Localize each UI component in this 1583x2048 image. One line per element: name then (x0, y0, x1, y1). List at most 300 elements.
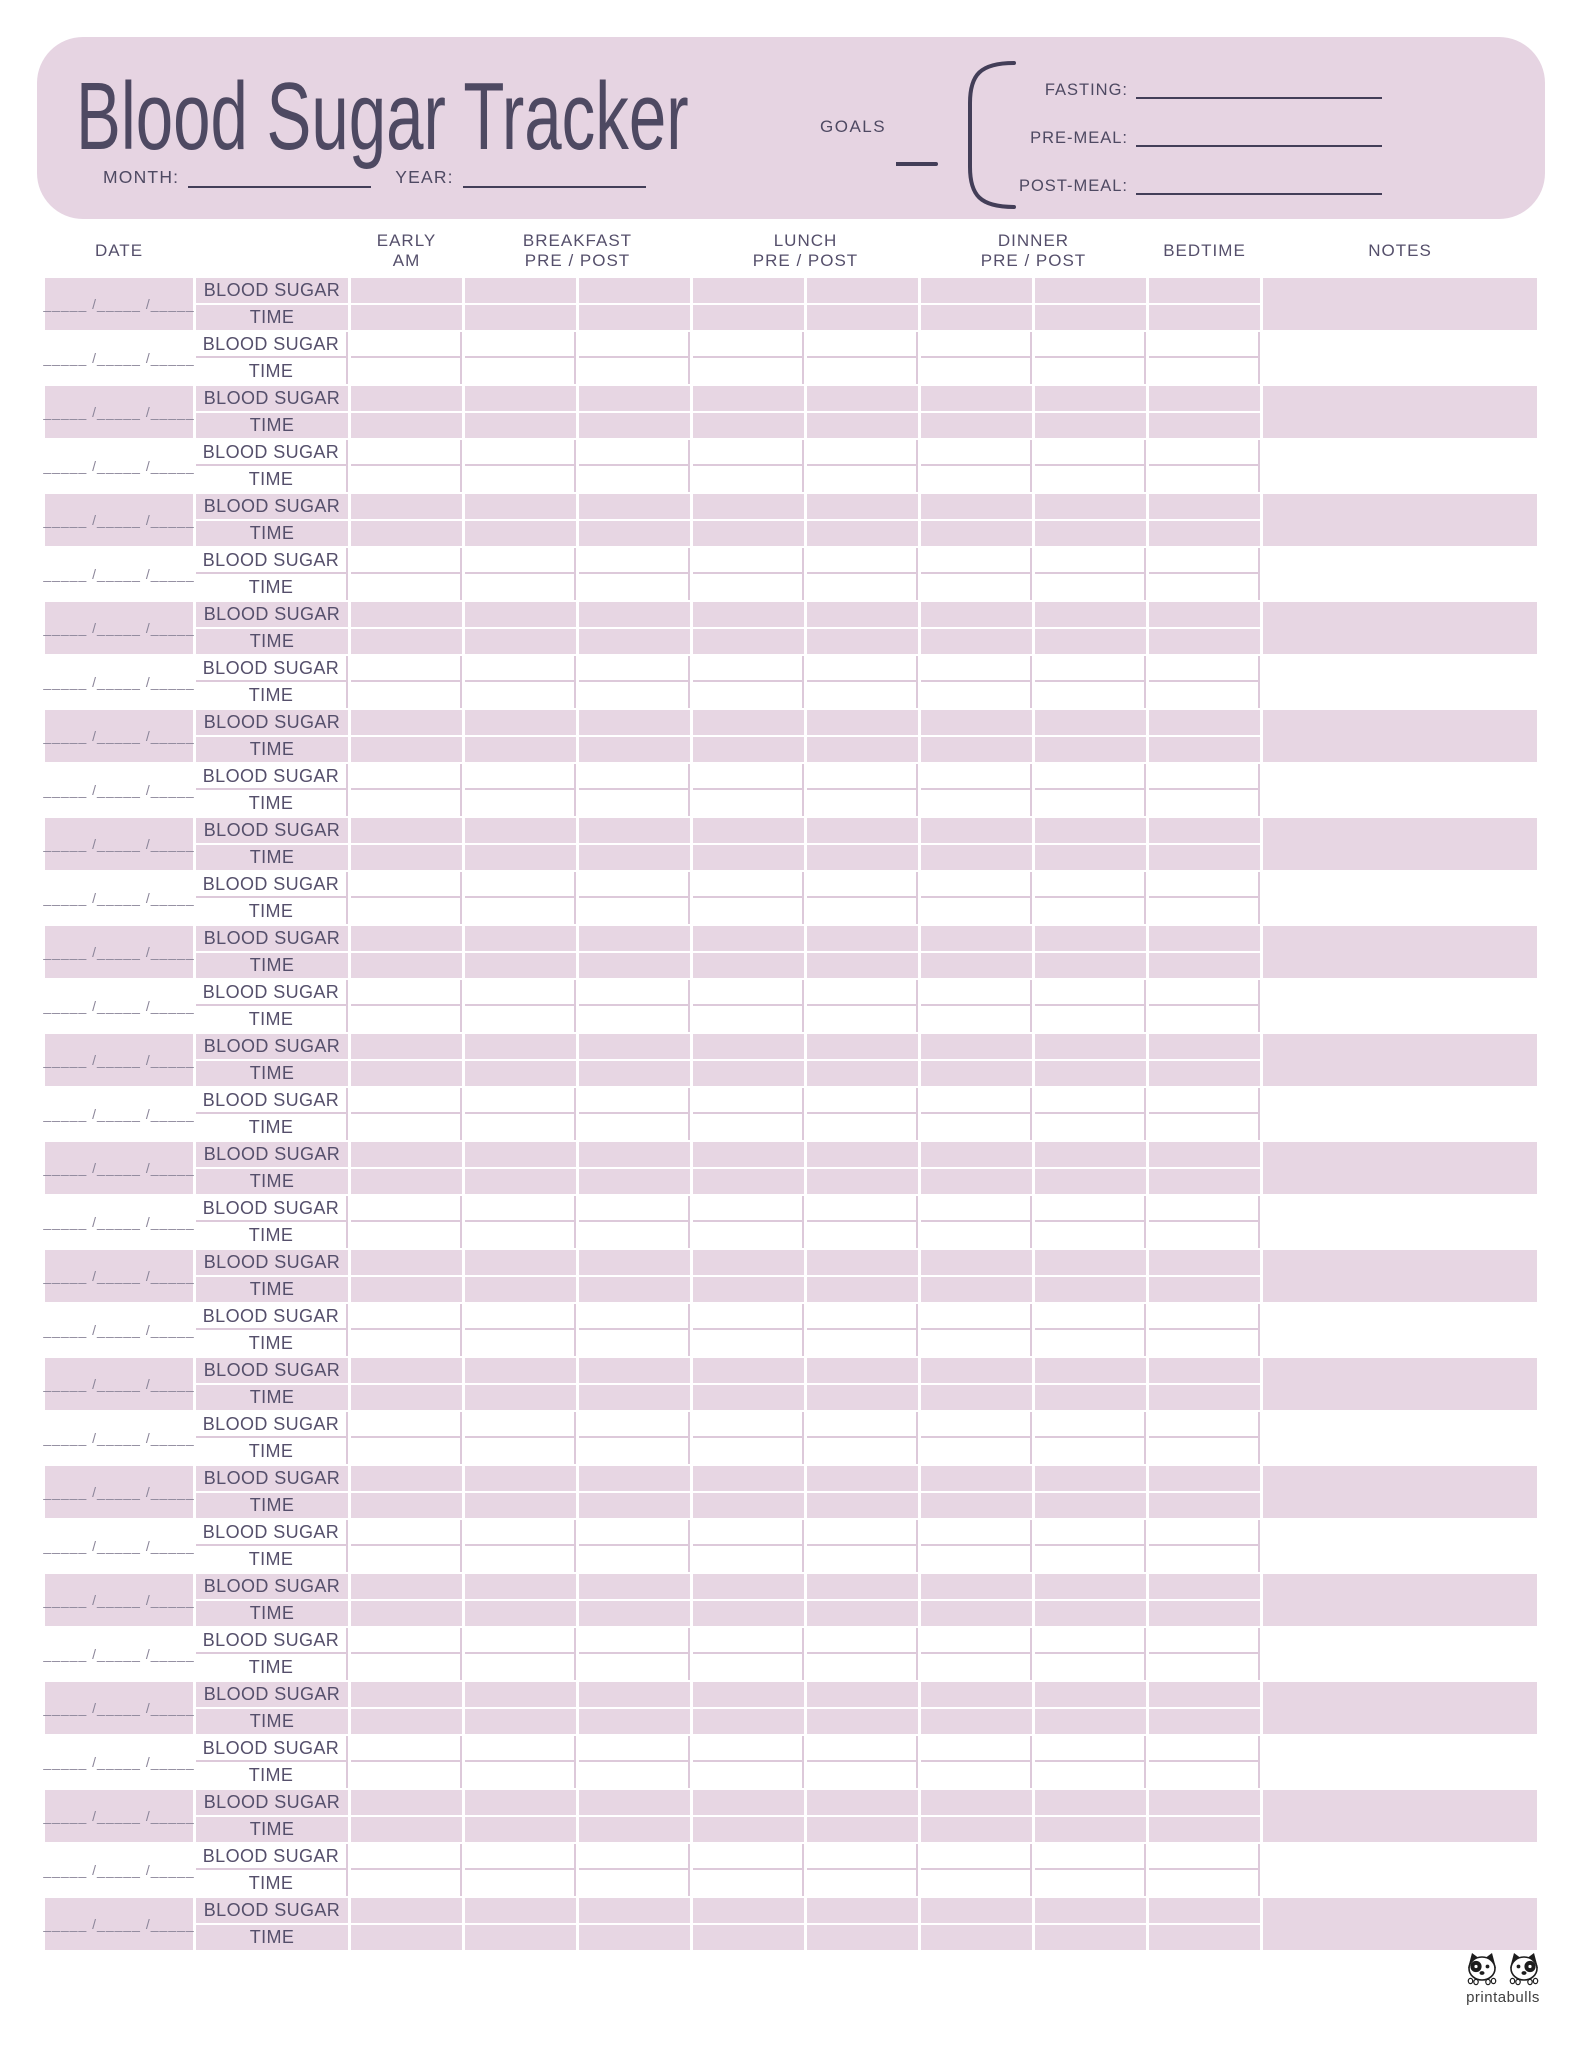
entry-cell (807, 1574, 918, 1599)
entry-cell (693, 1169, 804, 1194)
entry-cell (351, 1061, 462, 1086)
day-group (45, 1142, 1537, 1194)
day-group (45, 548, 1537, 600)
entry-cell (1035, 278, 1146, 303)
entry-cell (807, 1546, 918, 1572)
entry-cell (921, 1682, 1032, 1707)
entry-cell (693, 1601, 804, 1626)
entry-cell (921, 980, 1032, 1006)
entry-cell (921, 1709, 1032, 1734)
blood-sugar-row-label: BLOOD SUGAR (196, 602, 348, 627)
day-group (45, 980, 1537, 1032)
entry-cell (693, 1330, 804, 1356)
entry-cell (1035, 1654, 1146, 1680)
entry-cell (921, 574, 1032, 600)
date-blank-line: _____ /_____ /_____ (43, 1214, 195, 1230)
entry-cell (921, 602, 1032, 627)
time-row-label: TIME (196, 1438, 348, 1464)
entry-cell (351, 466, 462, 492)
entry-cell (921, 790, 1032, 816)
time-row-label: TIME (196, 1006, 348, 1032)
blood-sugar-row-label: BLOOD SUGAR (196, 656, 348, 682)
entry-cell (693, 926, 804, 951)
entry-cell (1149, 1601, 1260, 1626)
blood-sugar-row-label: BLOOD SUGAR (196, 440, 348, 466)
entry-cell (351, 278, 462, 303)
notes-cell (1263, 1628, 1537, 1680)
notes-cell (1263, 872, 1537, 924)
date-cell (45, 1142, 193, 1194)
entry-cell (693, 1196, 804, 1222)
entry-cell (807, 386, 918, 411)
time-row-label: TIME (196, 1870, 348, 1896)
entry-cell (1149, 1412, 1260, 1438)
entry-cell (465, 1709, 576, 1734)
entry-cell (693, 494, 804, 519)
entry-cell (1149, 845, 1260, 870)
column-header-early-am (351, 226, 462, 276)
entry-cell (693, 953, 804, 978)
entry-cell (693, 1385, 804, 1410)
entry-cell (1149, 521, 1260, 546)
entry-cell (1149, 1438, 1260, 1464)
day-group (45, 1736, 1537, 1788)
entry-cell (465, 413, 576, 438)
entry-cell (465, 1034, 576, 1059)
entry-cell (465, 386, 576, 411)
entry-cell (579, 1250, 690, 1275)
blood-sugar-row-label: BLOOD SUGAR (196, 1898, 348, 1923)
entry-cell (1149, 737, 1260, 762)
entry-cell (351, 764, 462, 790)
entry-cell (465, 818, 576, 843)
date-cell (45, 494, 193, 546)
entry-cell (351, 440, 462, 466)
notes-cell (1263, 548, 1537, 600)
entry-cell (921, 1142, 1032, 1167)
date-blank-line: _____ /_____ /_____ (43, 566, 195, 582)
entry-cell (1149, 1088, 1260, 1114)
date-blank-line: _____ /_____ /_____ (43, 1430, 195, 1446)
entry-cell (1035, 1546, 1146, 1572)
entry-cell (1035, 1790, 1146, 1815)
entry-cell (465, 953, 576, 978)
entry-cell (579, 602, 690, 627)
entry-cell (579, 656, 690, 682)
notes-cell (1263, 926, 1537, 978)
entry-cell (579, 1790, 690, 1815)
entry-cell (693, 1412, 804, 1438)
entry-cell (693, 548, 804, 574)
entry-cell (465, 790, 576, 816)
entry-cell (579, 466, 690, 492)
post-meal-label: POST-MEAL: (1018, 177, 1128, 195)
entry-cell (921, 332, 1032, 358)
time-row-label: TIME (196, 1709, 348, 1734)
entry-cell (693, 1222, 804, 1248)
entry-cell (351, 1142, 462, 1167)
entry-cell (807, 358, 918, 384)
entry-cell (1149, 1358, 1260, 1383)
entry-cell (1035, 1142, 1146, 1167)
entry-cell (351, 1817, 462, 1842)
date-blank-line: _____ /_____ /_____ (43, 1268, 195, 1284)
time-row-label: TIME (196, 1493, 348, 1518)
notes-cell (1263, 1196, 1537, 1248)
entry-cell (921, 845, 1032, 870)
entry-cell (351, 1601, 462, 1626)
entry-cell (465, 1169, 576, 1194)
column-header-notes (1263, 226, 1537, 276)
entry-cell (351, 926, 462, 951)
date-blank-line: _____ /_____ /_____ (43, 458, 195, 474)
date-cell (45, 710, 193, 762)
entry-cell (465, 1574, 576, 1599)
date-blank-line: _____ /_____ /_____ (43, 1538, 195, 1554)
entry-cell (1149, 358, 1260, 384)
entry-cell (1035, 1898, 1146, 1923)
entry-cell (693, 413, 804, 438)
entry-cell (465, 926, 576, 951)
entry-cell (465, 1142, 576, 1167)
entry-cell (1035, 358, 1146, 384)
post-meal-blank-field (1136, 177, 1382, 195)
entry-cell (807, 1114, 918, 1140)
time-row-label: TIME (196, 1114, 348, 1140)
entry-cell (921, 1925, 1032, 1950)
entry-cell (579, 1601, 690, 1626)
day-group (45, 602, 1537, 654)
day-group (45, 1574, 1537, 1626)
entry-cell (351, 1438, 462, 1464)
entry-cell (807, 980, 918, 1006)
column-header-dinner (921, 226, 1146, 276)
entry-cell (1035, 1088, 1146, 1114)
entry-cell (693, 574, 804, 600)
date-blank-line: _____ /_____ /_____ (43, 1808, 195, 1824)
entry-cell (921, 898, 1032, 924)
entry-cell (465, 1304, 576, 1330)
table-header-row (45, 226, 1537, 276)
entry-cell (579, 1169, 690, 1194)
entry-cell (579, 790, 690, 816)
entry-cell (351, 1222, 462, 1248)
entry-cell (807, 790, 918, 816)
entry-cell (579, 548, 690, 574)
entry-cell (693, 656, 804, 682)
entry-cell (1035, 1817, 1146, 1842)
entry-cell (1035, 1006, 1146, 1032)
entry-cell (351, 494, 462, 519)
entry-cell (579, 1709, 690, 1734)
entry-cell (807, 845, 918, 870)
entry-cell (1035, 1250, 1146, 1275)
entry-cell (807, 1709, 918, 1734)
date-cell (45, 1736, 193, 1788)
entry-cell (1035, 1412, 1146, 1438)
entry-cell (807, 1358, 918, 1383)
day-group (45, 1412, 1537, 1464)
entry-cell (807, 1061, 918, 1086)
entry-cell (351, 790, 462, 816)
entry-cell (351, 1304, 462, 1330)
date-blank-line: _____ /_____ /_____ (43, 620, 195, 636)
time-row-label: TIME (196, 1385, 348, 1410)
entry-cell (807, 898, 918, 924)
blood-sugar-row-label: BLOOD SUGAR (196, 494, 348, 519)
notes-cell (1263, 818, 1537, 870)
entry-cell (1149, 1169, 1260, 1194)
entry-cell (465, 332, 576, 358)
date-cell (45, 278, 193, 330)
entry-cell (807, 656, 918, 682)
entry-cell (921, 682, 1032, 708)
entry-cell (579, 1034, 690, 1059)
entry-cell (1149, 1196, 1260, 1222)
entry-cell (351, 1736, 462, 1762)
entry-cell (1149, 1034, 1260, 1059)
blood-sugar-row-label: BLOOD SUGAR (196, 1574, 348, 1599)
column-header-breakfast-line1: BREAKFAST (522, 231, 633, 250)
notes-cell (1263, 1844, 1537, 1896)
entry-cell (351, 1654, 462, 1680)
entry-cell (693, 1304, 804, 1330)
entry-cell (1035, 1925, 1146, 1950)
time-row-label: TIME (196, 1330, 348, 1356)
entry-cell (693, 1654, 804, 1680)
entry-cell (1149, 1709, 1260, 1734)
entry-cell (807, 548, 918, 574)
date-blank-line: _____ /_____ /_____ (43, 512, 195, 528)
blood-sugar-row-label: BLOOD SUGAR (196, 1736, 348, 1762)
day-group (45, 1034, 1537, 1086)
day-group (45, 872, 1537, 924)
entry-cell (807, 1196, 918, 1222)
entry-cell (465, 1817, 576, 1842)
time-row-label: TIME (196, 629, 348, 654)
date-blank-line: _____ /_____ /_____ (43, 1862, 195, 1878)
entry-cell (579, 305, 690, 330)
entry-cell (693, 1250, 804, 1275)
entry-cell (807, 1682, 918, 1707)
entry-cell (1149, 1250, 1260, 1275)
entry-cell (351, 1628, 462, 1654)
entry-cell (579, 980, 690, 1006)
entry-cell (1035, 332, 1146, 358)
entry-cell (1149, 386, 1260, 411)
entry-cell (579, 1682, 690, 1707)
entry-cell (693, 1466, 804, 1491)
notes-cell (1263, 1898, 1537, 1950)
entry-cell (1035, 872, 1146, 898)
entry-cell (1035, 1385, 1146, 1410)
entry-cell (1035, 574, 1146, 600)
date-cell (45, 386, 193, 438)
entry-cell (1035, 710, 1146, 735)
entry-cell (1149, 1006, 1260, 1032)
entry-cell (1149, 1546, 1260, 1572)
date-blank-line: _____ /_____ /_____ (43, 1106, 195, 1122)
entry-cell (465, 1870, 576, 1896)
entry-cell (351, 1034, 462, 1059)
entry-cell (693, 710, 804, 735)
entry-cell (693, 1088, 804, 1114)
entry-cell (579, 1898, 690, 1923)
entry-cell (693, 1574, 804, 1599)
entry-cell (579, 1142, 690, 1167)
column-header-lunch (693, 226, 918, 276)
entry-cell (921, 1061, 1032, 1086)
entry-cell (693, 278, 804, 303)
time-row-label: TIME (196, 1762, 348, 1788)
entry-cell (1149, 682, 1260, 708)
entry-cell (921, 1412, 1032, 1438)
entry-cell (1035, 1601, 1146, 1626)
entry-cell (921, 413, 1032, 438)
entry-cell (465, 1762, 576, 1788)
entry-cell (693, 737, 804, 762)
goals-label: GOALS (820, 117, 887, 136)
blood-sugar-row-label: BLOOD SUGAR (196, 1034, 348, 1059)
entry-cell (465, 1736, 576, 1762)
entry-cell (465, 980, 576, 1006)
entry-cell (465, 1114, 576, 1140)
entry-cell (807, 926, 918, 951)
entry-cell (1035, 1169, 1146, 1194)
month-label: MONTH: (103, 167, 180, 187)
entry-cell (351, 602, 462, 627)
entry-cell (807, 1898, 918, 1923)
blood-sugar-row-label: BLOOD SUGAR (196, 332, 348, 358)
entry-cell (465, 305, 576, 330)
column-header-bedtime-line1: BEDTIME (1163, 241, 1246, 260)
date-blank-line: _____ /_____ /_____ (43, 1592, 195, 1608)
blood-sugar-row-label: BLOOD SUGAR (196, 1412, 348, 1438)
entry-cell (351, 953, 462, 978)
entry-cell (1035, 386, 1146, 411)
entry-cell (1149, 1061, 1260, 1086)
day-group (45, 710, 1537, 762)
notes-cell (1263, 1412, 1537, 1464)
entry-cell (465, 898, 576, 924)
notes-cell (1263, 1358, 1537, 1410)
notes-cell (1263, 1790, 1537, 1842)
entry-cell (579, 1493, 690, 1518)
entry-cell (921, 818, 1032, 843)
entry-cell (693, 682, 804, 708)
entry-cell (1035, 1574, 1146, 1599)
entry-cell (807, 305, 918, 330)
entry-cell (579, 1385, 690, 1410)
entry-cell (807, 332, 918, 358)
time-row-label: TIME (196, 898, 348, 924)
entry-cell (921, 1330, 1032, 1356)
entry-cell (1149, 710, 1260, 735)
entry-cell (921, 1898, 1032, 1923)
blood-sugar-row-label: BLOOD SUGAR (196, 926, 348, 951)
time-row-label: TIME (196, 305, 348, 330)
entry-cell (693, 1736, 804, 1762)
entry-cell (351, 898, 462, 924)
entry-cell (465, 1061, 576, 1086)
date-blank-line: _____ /_____ /_____ (43, 404, 195, 420)
entry-cell (921, 1250, 1032, 1275)
entry-cell (807, 1142, 918, 1167)
entry-cell (1035, 1762, 1146, 1788)
entry-cell (1035, 440, 1146, 466)
entry-cell (351, 1277, 462, 1302)
entry-cell (693, 1142, 804, 1167)
entry-cell (693, 440, 804, 466)
date-cell (45, 818, 193, 870)
entry-cell (579, 413, 690, 438)
printabulls-logo (1448, 1950, 1558, 2006)
entry-cell (921, 629, 1032, 654)
day-group (45, 926, 1537, 978)
entry-cell (351, 1114, 462, 1140)
entry-cell (807, 1790, 918, 1815)
entry-cell (807, 1330, 918, 1356)
entry-cell (579, 1222, 690, 1248)
entry-cell (921, 1762, 1032, 1788)
entry-cell (1149, 818, 1260, 843)
entry-cell (1035, 466, 1146, 492)
entry-cell (465, 1546, 576, 1572)
notes-cell (1263, 1682, 1537, 1734)
entry-cell (1149, 1277, 1260, 1302)
entry-cell (921, 1790, 1032, 1815)
entry-cell (351, 358, 462, 384)
day-group (45, 656, 1537, 708)
entry-cell (807, 953, 918, 978)
entry-cell (351, 872, 462, 898)
entry-cell (1035, 521, 1146, 546)
entry-cell (465, 1601, 576, 1626)
entry-cell (1149, 602, 1260, 627)
entry-cell (807, 1762, 918, 1788)
entry-cell (921, 1654, 1032, 1680)
entry-cell (351, 1088, 462, 1114)
entry-cell (693, 764, 804, 790)
entry-cell (807, 682, 918, 708)
entry-cell (1035, 1466, 1146, 1491)
entry-cell (351, 682, 462, 708)
entry-cell (1035, 1277, 1146, 1302)
column-header-breakfast (465, 226, 690, 276)
entry-cell (579, 1520, 690, 1546)
entry-cell (807, 1169, 918, 1194)
day-group (45, 440, 1537, 492)
column-header-bedtime (1149, 226, 1260, 276)
entry-cell (1149, 1682, 1260, 1707)
column-header-notes-line1: NOTES (1368, 241, 1432, 260)
blood-sugar-row-label: BLOOD SUGAR (196, 764, 348, 790)
entry-cell (465, 1006, 576, 1032)
day-group (45, 1628, 1537, 1680)
entry-cell (693, 1762, 804, 1788)
blood-sugar-row-label: BLOOD SUGAR (196, 1628, 348, 1654)
entry-cell (465, 845, 576, 870)
entry-cell (465, 1088, 576, 1114)
entry-cell (351, 818, 462, 843)
notes-cell (1263, 1088, 1537, 1140)
date-cell (45, 764, 193, 816)
column-header-date-line1: DATE (94, 241, 144, 260)
date-cell (45, 1358, 193, 1410)
entry-cell (465, 764, 576, 790)
entry-cell (1149, 1222, 1260, 1248)
entry-cell (693, 358, 804, 384)
